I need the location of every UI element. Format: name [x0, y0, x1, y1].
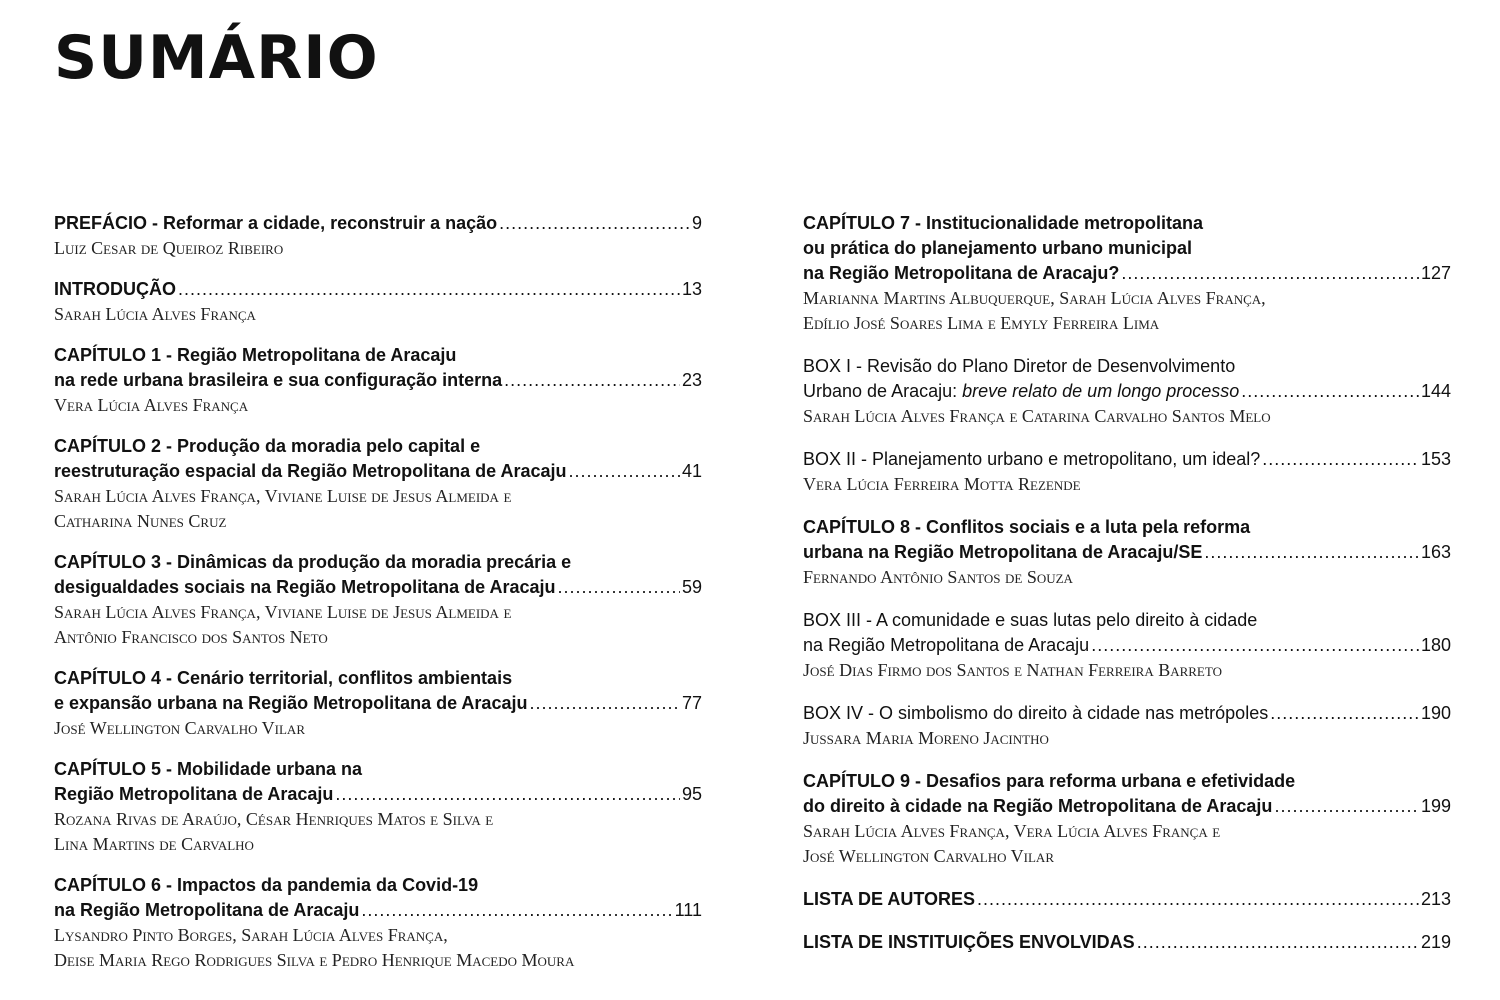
toc-right-column	[803, 211, 1451, 973]
leader-dots	[1262, 447, 1419, 472]
leader-dots	[1121, 261, 1419, 286]
entry-title: INTRODUÇÃO	[54, 279, 176, 299]
entry-author: Lina Martins de Carvalho	[54, 834, 254, 854]
page-number: 127	[1420, 263, 1451, 283]
entry-author: Catharina Nunes Cruz	[54, 511, 227, 531]
leader-dots	[569, 459, 680, 484]
entry-author: Sarah Lúcia Alves França	[54, 304, 256, 324]
entry-author: Lysandro Pinto Borges, Sarah Lúcia Alves França,	[54, 925, 448, 945]
entry-title: CAPÍTULO 7 - Institucionalidade metropolitana	[803, 213, 1204, 233]
toc-left-column	[54, 211, 702, 989]
entry-title: ou prática do planejamento urbano municipal	[803, 238, 1193, 258]
toc-entry-capitulo-1[interactable]	[54, 343, 702, 418]
entry-author: José Wellington Carvalho Vilar	[803, 846, 1054, 866]
toc-entry-capitulo-6[interactable]	[54, 873, 702, 973]
toc-entry-capitulo-4[interactable]	[54, 666, 702, 741]
entry-title: CAPÍTULO 5 - Mobilidade urbana na	[54, 759, 363, 779]
entry-author: Vera Lúcia Alves França	[54, 395, 249, 415]
toc-entry-capitulo-9[interactable]	[803, 769, 1451, 869]
toc-entry-lista-instituicoes[interactable]	[803, 930, 1451, 955]
page-number: 163	[1420, 542, 1451, 562]
leader-dots	[499, 211, 690, 236]
toc-entry-capitulo-7[interactable]	[803, 211, 1451, 336]
entry-author: Antônio Francisco dos Santos Neto	[54, 627, 328, 647]
entry-title: Região Metropolitana de Aracaju	[54, 784, 334, 804]
entry-author: Deise Maria Rego Rodrigues Silva e Pedro Henrique Macedo Moura	[54, 950, 575, 970]
entry-title: na Região Metropolitana de Aracaju?	[803, 263, 1120, 283]
entry-title: CAPÍTULO 8 - Conflitos sociais e a luta pela reforma	[803, 517, 1251, 537]
leader-dots	[1270, 701, 1419, 726]
leader-dots	[1091, 633, 1419, 658]
entry-title: Urbano de Aracaju:	[803, 381, 963, 401]
entry-author: Edílio José Soares Lima e Emyly Ferreira Lima	[803, 313, 1160, 333]
entry-author: Fernando Antônio Santos de Souza	[803, 567, 1073, 587]
entry-author: Sarah Lúcia Alves França, Viviane Luise de Jesus Almeida e	[54, 486, 512, 506]
leader-dots	[557, 575, 679, 600]
page-title: SUMÁRIO	[54, 23, 379, 93]
toc-entry-lista-autores[interactable]	[803, 887, 1451, 912]
leader-dots	[335, 782, 680, 807]
page-number: 153	[1420, 449, 1451, 469]
toc-entry-prefacio[interactable]	[54, 211, 702, 261]
page-number: 219	[1420, 932, 1451, 952]
entry-author: Rozana Rivas de Araújo, César Henriques Matos e Silva e	[54, 809, 494, 829]
entry-author: Vera Lúcia Ferreira Motta Rezende	[803, 474, 1081, 494]
page-number: 190	[1420, 703, 1451, 723]
toc-entry-box-3[interactable]	[803, 608, 1451, 683]
entry-title: na Região Metropolitana de Aracaju	[54, 900, 360, 920]
page-number: 111	[674, 900, 702, 920]
toc-entry-box-2[interactable]	[803, 447, 1451, 497]
leader-dots	[1274, 794, 1419, 819]
entry-author: Jussara Maria Moreno Jacintho	[803, 728, 1049, 748]
entry-title: do direito à cidade na Região Metropolitana de Aracaju	[803, 796, 1273, 816]
entry-title: BOX IV - O simbolismo do direito à cidade nas metrópoles	[803, 703, 1269, 723]
toc-entry-introducao[interactable]	[54, 277, 702, 327]
leader-dots	[977, 887, 1419, 912]
leader-dots	[1241, 379, 1419, 404]
entry-title: LISTA DE INSTITUIÇÕES ENVOLVIDAS	[803, 932, 1135, 952]
leader-dots	[1204, 540, 1419, 565]
leader-dots	[504, 368, 680, 393]
page-number: 180	[1420, 635, 1451, 655]
toc-entry-box-1[interactable]	[803, 354, 1451, 429]
page-number: 9	[691, 213, 702, 233]
entry-title: BOX II - Planejamento urbano e metropolitano, um ideal?	[803, 449, 1261, 469]
entry-title: urbana na Região Metropolitana de Aracaju/SE	[803, 542, 1203, 562]
leader-dots	[529, 691, 680, 716]
entry-title: PREFÁCIO - Reformar a cidade, reconstruir a nação	[54, 213, 498, 233]
toc-entry-capitulo-8[interactable]	[803, 515, 1451, 590]
entry-author: Sarah Lúcia Alves França, Vera Lúcia Alves França e	[803, 821, 1221, 841]
page-number: 13	[681, 279, 702, 299]
leader-dots	[361, 898, 672, 923]
entry-author: Sarah Lúcia Alves França e Catarina Carvalho Santos Melo	[803, 406, 1271, 426]
page-number: 213	[1420, 889, 1451, 909]
entry-author: Sarah Lúcia Alves França, Viviane Luise de Jesus Almeida e	[54, 602, 512, 622]
entry-title: reestruturação espacial da Região Metropolitana de Aracaju	[54, 461, 567, 481]
toc-entry-box-4[interactable]	[803, 701, 1451, 751]
entry-title: CAPÍTULO 9 - Desafios para reforma urbana e efetividade	[803, 771, 1296, 791]
entry-subtitle-italic: breve relato de um longo processo	[962, 381, 1240, 401]
entry-title: na rede urbana brasileira e sua configuração interna	[54, 370, 503, 390]
entry-title: na Região Metropolitana de Aracaju	[803, 635, 1090, 655]
entry-title: e expansão urbana na Região Metropolitana de Aracaju	[54, 693, 528, 713]
entry-title: CAPÍTULO 4 - Cenário territorial, conflitos ambientais	[54, 668, 513, 688]
entry-title: CAPÍTULO 3 - Dinâmicas da produção da moradia precária e	[54, 552, 572, 572]
entry-title: BOX III - A comunidade e suas lutas pelo direito à cidade	[803, 610, 1258, 630]
entry-title: LISTA DE AUTORES	[803, 889, 976, 909]
page-number: 59	[681, 577, 702, 597]
toc-entry-capitulo-3[interactable]	[54, 550, 702, 650]
entry-title: BOX I - Revisão do Plano Diretor de Desenvolvimento	[803, 356, 1236, 376]
page-number: 199	[1420, 796, 1451, 816]
entry-author: Luiz Cesar de Queiroz Ribeiro	[54, 238, 284, 258]
entry-title: CAPÍTULO 1 - Região Metropolitana de Aracaju	[54, 345, 457, 365]
entry-title: CAPÍTULO 2 - Produção da moradia pelo capital e	[54, 436, 481, 456]
page-number: 41	[681, 461, 702, 481]
entry-author: Marianna Martins Albuquerque, Sarah Lúcia Alves França,	[803, 288, 1266, 308]
page-number: 144	[1420, 381, 1451, 401]
toc-entry-capitulo-5[interactable]	[54, 757, 702, 857]
toc-entry-capitulo-2[interactable]	[54, 434, 702, 534]
entry-author: José Dias Firmo dos Santos e Nathan Ferreira Barreto	[803, 660, 1222, 680]
page-number: 77	[681, 693, 702, 713]
entry-title: desigualdades sociais na Região Metropolitana de Aracaju	[54, 577, 556, 597]
page-number: 23	[681, 370, 702, 390]
entry-title: CAPÍTULO 6 - Impactos da pandemia da Covid-19	[54, 875, 479, 895]
entry-author: José Wellington Carvalho Vilar	[54, 718, 305, 738]
leader-dots	[1137, 930, 1419, 955]
leader-dots	[178, 277, 680, 302]
page-number: 95	[681, 784, 702, 804]
